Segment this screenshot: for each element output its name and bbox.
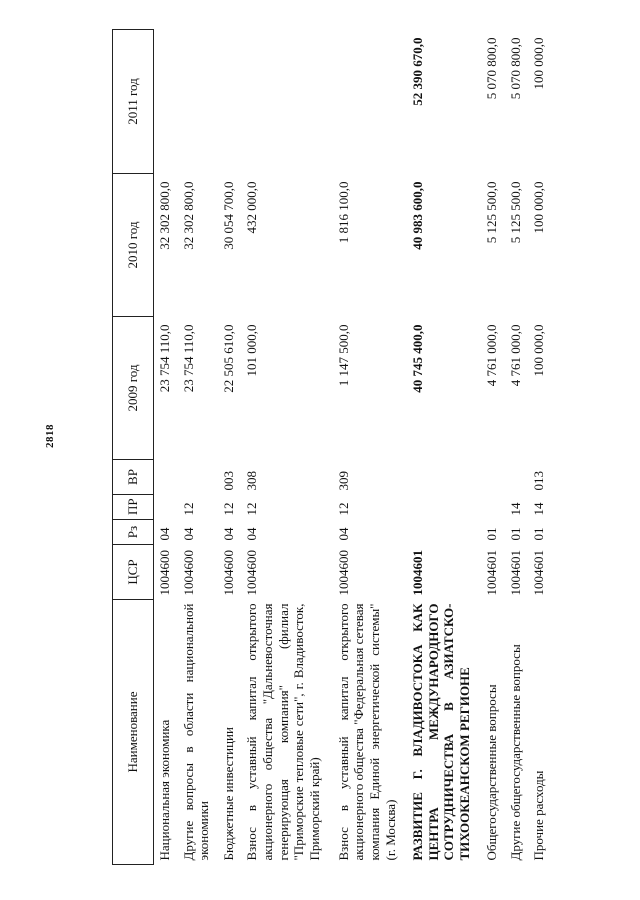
- cell-pr: 12: [220, 502, 236, 516]
- cell-name: РАЗВИТИЕ Г. ВЛАДИВОСТОКА КАК ЦЕНТРА МЕЖДУНАРОДНОГО СОТРУДНИЧЕСТВА В АЗИАТСКО-ТИХООКЕАНСКОМ РЕГИОНЕ: [410, 603, 472, 861]
- cell-name: Прочие расходы: [531, 770, 547, 861]
- cell-csr: 1004601: [531, 550, 547, 596]
- cell-2010: 32 302 800,0: [180, 181, 196, 250]
- header-csr: ЦСР: [113, 545, 154, 600]
- budget-table: [112, 29, 552, 865]
- table-row: [333, 30, 407, 865]
- cell-2009: 23 754 110,0: [157, 324, 172, 393]
- cell-vr: 308: [244, 471, 260, 491]
- cell-name: Другие вопросы в области национальной экономики: [180, 603, 212, 861]
- cell-csr: 1004600: [335, 550, 351, 596]
- cell-2010: 30 054 700,0: [220, 181, 236, 250]
- cell-pr: 14: [507, 502, 523, 516]
- cell-2009: 101 000,0: [244, 324, 260, 377]
- table-row: [528, 30, 552, 865]
- cell-csr: 1004601: [484, 550, 500, 596]
- cell-rz: 04: [157, 527, 172, 541]
- cell-rz: 01: [531, 527, 547, 541]
- cell-2009: 23 754 110,0: [180, 324, 196, 393]
- cell-rz: 04: [335, 527, 351, 541]
- header-2010: 2010 год: [113, 174, 154, 317]
- cell-rz: 04: [244, 527, 260, 541]
- table-row: [178, 30, 218, 865]
- cell-vr: 309: [335, 471, 351, 491]
- cell-2011: 5 070 800,0: [507, 37, 523, 100]
- cell-csr: 1004601: [507, 550, 523, 596]
- cell-2010: 32 302 800,0: [157, 181, 172, 250]
- cell-name: Взнос в уставный капитал открытого акционерного общества "Федеральная сетевая компания Единой энергетической системы" (г. Москва): [335, 603, 398, 861]
- header-rz: Рз: [113, 520, 154, 545]
- cell-2010: 1 816 100,0: [335, 181, 351, 244]
- cell-rz: 04: [180, 527, 196, 541]
- cell-2010: 40 983 600,0: [410, 181, 426, 250]
- table-row-section: [407, 30, 481, 865]
- cell-pr: [154, 495, 178, 520]
- cell-name: Другие общегосударственные вопросы: [507, 644, 523, 861]
- table-row: [241, 30, 332, 865]
- cell-2011: [178, 30, 218, 174]
- cell-pr: [481, 495, 504, 520]
- cell-2011: [241, 30, 332, 174]
- cell-2011: 5 070 800,0: [484, 37, 500, 100]
- cell-name: Бюджетные инвестиции: [220, 727, 236, 861]
- cell-name: Взнос в уставный капитал открытого акционерного общества "Дальневосточная генерирующая компания" (филиал "Приморские тепловые сети", г. Владивосток, Приморский край): [244, 603, 322, 861]
- cell-2011: [333, 30, 407, 174]
- cell-csr: 1004600: [220, 550, 236, 596]
- cell-vr: [505, 460, 528, 495]
- cell-2009: 100 000,0: [531, 324, 547, 377]
- cell-csr: 1004601: [410, 550, 426, 596]
- cell-name: Общегосударственные вопросы: [484, 684, 500, 861]
- cell-2011: [218, 30, 241, 174]
- header-name: Наименование: [113, 600, 154, 865]
- cell-2009: 4 761 000,0: [507, 324, 523, 387]
- table-row: [154, 30, 178, 865]
- cell-2011: 52 390 670,0: [410, 37, 426, 106]
- cell-vr: 013: [531, 471, 547, 491]
- table-header-row: [113, 30, 154, 865]
- cell-pr: [407, 495, 481, 520]
- cell-2011: 100 000,0: [531, 37, 547, 90]
- table-row: [481, 30, 504, 865]
- cell-rz: 04: [220, 527, 236, 541]
- cell-2010: 432 000,0: [244, 181, 260, 234]
- cell-rz: 01: [507, 527, 523, 541]
- cell-vr: [481, 460, 504, 495]
- table-row: [218, 30, 241, 865]
- cell-pr: 12: [244, 502, 260, 516]
- cell-2009: 4 761 000,0: [484, 324, 500, 387]
- cell-vr: 003: [220, 471, 236, 491]
- cell-2010: 5 125 500,0: [507, 181, 523, 244]
- cell-pr: 12: [335, 502, 351, 516]
- cell-vr: [407, 460, 481, 495]
- cell-rz: 01: [484, 527, 500, 541]
- cell-name: Национальная экономика: [157, 719, 172, 861]
- header-pr: ПР: [113, 495, 154, 520]
- header-2009: 2009 год: [113, 317, 154, 460]
- cell-vr: [154, 460, 178, 495]
- table-row: [505, 30, 528, 865]
- cell-vr: [178, 460, 218, 495]
- cell-2010: 5 125 500,0: [484, 181, 500, 244]
- cell-csr: 1004600: [157, 550, 172, 596]
- header-vr: ВР: [113, 460, 154, 495]
- cell-2009: 40 745 400,0: [410, 324, 426, 393]
- cell-2009: 22 505 610,0: [220, 324, 236, 393]
- rotated-table-container: [112, 30, 552, 865]
- header-2011: 2011 год: [113, 30, 154, 174]
- cell-2011: [154, 30, 178, 174]
- cell-csr: 1004600: [244, 550, 260, 596]
- cell-pr: 14: [531, 502, 547, 516]
- cell-csr: 1004600: [180, 550, 196, 596]
- cell-pr: 12: [180, 502, 196, 516]
- page-number: 2818: [44, 424, 56, 448]
- cell-2009: 1 147 500,0: [335, 324, 351, 387]
- cell-rz: [407, 520, 481, 545]
- cell-2010: 100 000,0: [531, 181, 547, 234]
